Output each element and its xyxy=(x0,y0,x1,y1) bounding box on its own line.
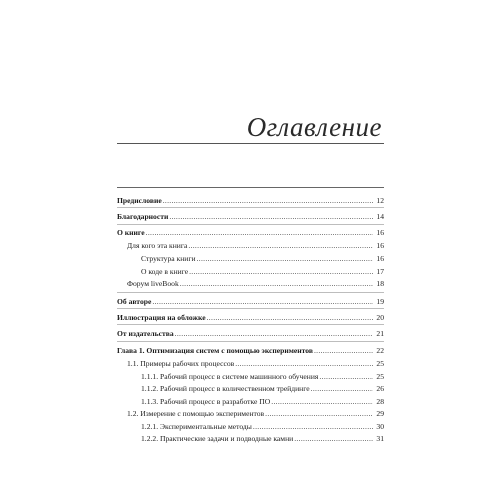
toc-leader-dots xyxy=(175,329,374,338)
toc-entry-label: Иллюстрация на обложке xyxy=(117,313,206,322)
toc-leader-dots xyxy=(253,422,374,431)
title-rule xyxy=(117,143,384,144)
toc-leader-dots xyxy=(189,267,373,276)
toc-separator xyxy=(117,308,384,309)
toc-entry-about-author[interactable] xyxy=(117,297,384,308)
toc-entry-page: 19 xyxy=(376,297,384,306)
toc-entry-label: Благодарности xyxy=(117,212,169,221)
toc-entry-page: 18 xyxy=(376,279,384,288)
toc-entry-page: 20 xyxy=(376,313,384,322)
toc-entry-1-1[interactable] xyxy=(127,359,384,370)
toc-entry-label: Предисловие xyxy=(117,196,162,205)
toc-separator xyxy=(117,224,384,225)
toc-entry-audience[interactable] xyxy=(127,241,384,252)
toc-entry-page: 12 xyxy=(376,196,384,205)
toc-entry-label: О книге xyxy=(117,228,145,237)
toc-leader-dots xyxy=(197,254,374,263)
toc-leader-dots xyxy=(314,346,373,355)
toc-leader-dots xyxy=(152,297,373,306)
toc-separator xyxy=(117,324,384,325)
toc-entry-page: 22 xyxy=(376,346,384,355)
toc-entry-1-1-2[interactable] xyxy=(141,384,384,395)
toc-separator xyxy=(117,341,384,342)
toc-entry-label: 1.2.2. Практические задачи и подводные камни xyxy=(141,434,294,443)
toc-entry-label: 1.1. Примеры рабочих процессов xyxy=(127,359,235,368)
toc-entry-page: 30 xyxy=(376,422,384,431)
toc-entry-page: 28 xyxy=(376,397,384,406)
toc-entry-1-1-1[interactable] xyxy=(141,372,384,383)
toc-leader-dots xyxy=(265,409,373,418)
toc-entry-label: Структура книги xyxy=(141,254,196,263)
toc-entry-page: 31 xyxy=(376,434,384,443)
toc-separator xyxy=(117,292,384,293)
toc-entry-page: 21 xyxy=(376,329,384,338)
toc-entry-page: 17 xyxy=(376,267,384,276)
toc-leader-dots xyxy=(188,241,373,250)
toc-entry-label: О коде в книге xyxy=(141,267,189,276)
toc-entry-label: Для кого эта книга xyxy=(127,241,188,250)
toc-leader-dots xyxy=(294,434,373,443)
toc-entry-label: Об авторе xyxy=(117,297,152,306)
toc-entry-forum[interactable] xyxy=(127,279,384,290)
toc-entry-acknowledgements[interactable] xyxy=(117,212,384,223)
toc-entry-publisher[interactable] xyxy=(117,329,384,340)
toc-entry-code[interactable] xyxy=(141,267,384,278)
toc-entry-page: 14 xyxy=(376,212,384,221)
toc-entry-label: Глава 1. Оптимизация систем с помощью экспериментов xyxy=(117,346,313,355)
toc-entry-label: От издательства xyxy=(117,329,174,338)
toc-entry-label: 1.1.1. Рабочий процесс в системе машинного обучения xyxy=(141,372,319,381)
toc-leader-dots xyxy=(311,384,374,393)
toc-entry-structure[interactable] xyxy=(141,254,384,265)
toc-entry-page: 16 xyxy=(376,241,384,250)
toc-leader-dots xyxy=(163,196,374,205)
toc-entry-label: 1.1.2. Рабочий процесс в количественном трейдинге xyxy=(141,384,310,393)
toc-leader-dots xyxy=(146,228,374,237)
toc-entry-chapter-1[interactable] xyxy=(117,346,384,357)
toc-entry-page: 25 xyxy=(376,359,384,368)
toc-leader-dots xyxy=(235,359,373,368)
toc-leader-dots xyxy=(169,212,373,221)
toc-top-rule xyxy=(117,187,384,188)
toc-entry-1-2-2[interactable] xyxy=(141,434,384,445)
page-title: Оглавление xyxy=(246,112,382,142)
toc-leader-dots xyxy=(207,313,374,322)
toc-leader-dots xyxy=(180,279,374,288)
toc-entry-1-2-1[interactable] xyxy=(141,422,384,433)
toc-entry-preface[interactable] xyxy=(117,196,384,207)
toc-entry-1-1-3[interactable] xyxy=(141,397,384,408)
toc-leader-dots xyxy=(271,397,373,406)
toc-entry-label: Форум liveBook xyxy=(127,279,179,288)
toc-entry-page: 26 xyxy=(376,384,384,393)
toc-entry-cover[interactable] xyxy=(117,313,384,324)
toc-entry-page: 25 xyxy=(376,372,384,381)
toc-separator xyxy=(117,207,384,208)
toc-entry-page: 16 xyxy=(376,254,384,263)
toc-entry-page: 16 xyxy=(376,228,384,237)
toc-entry-label: 1.2. Измерение с помощью экспериментов xyxy=(127,409,265,418)
toc-leader-dots xyxy=(319,372,373,381)
toc-entry-1-2[interactable] xyxy=(127,409,384,420)
toc-entry-about-book[interactable] xyxy=(117,228,384,239)
toc-entry-label: 1.1.3. Рабочий процесс в разработке ПО xyxy=(141,397,271,406)
toc-entry-label: 1.2.1. Экспериментальные методы xyxy=(141,422,252,431)
toc-entry-page: 29 xyxy=(376,409,384,418)
